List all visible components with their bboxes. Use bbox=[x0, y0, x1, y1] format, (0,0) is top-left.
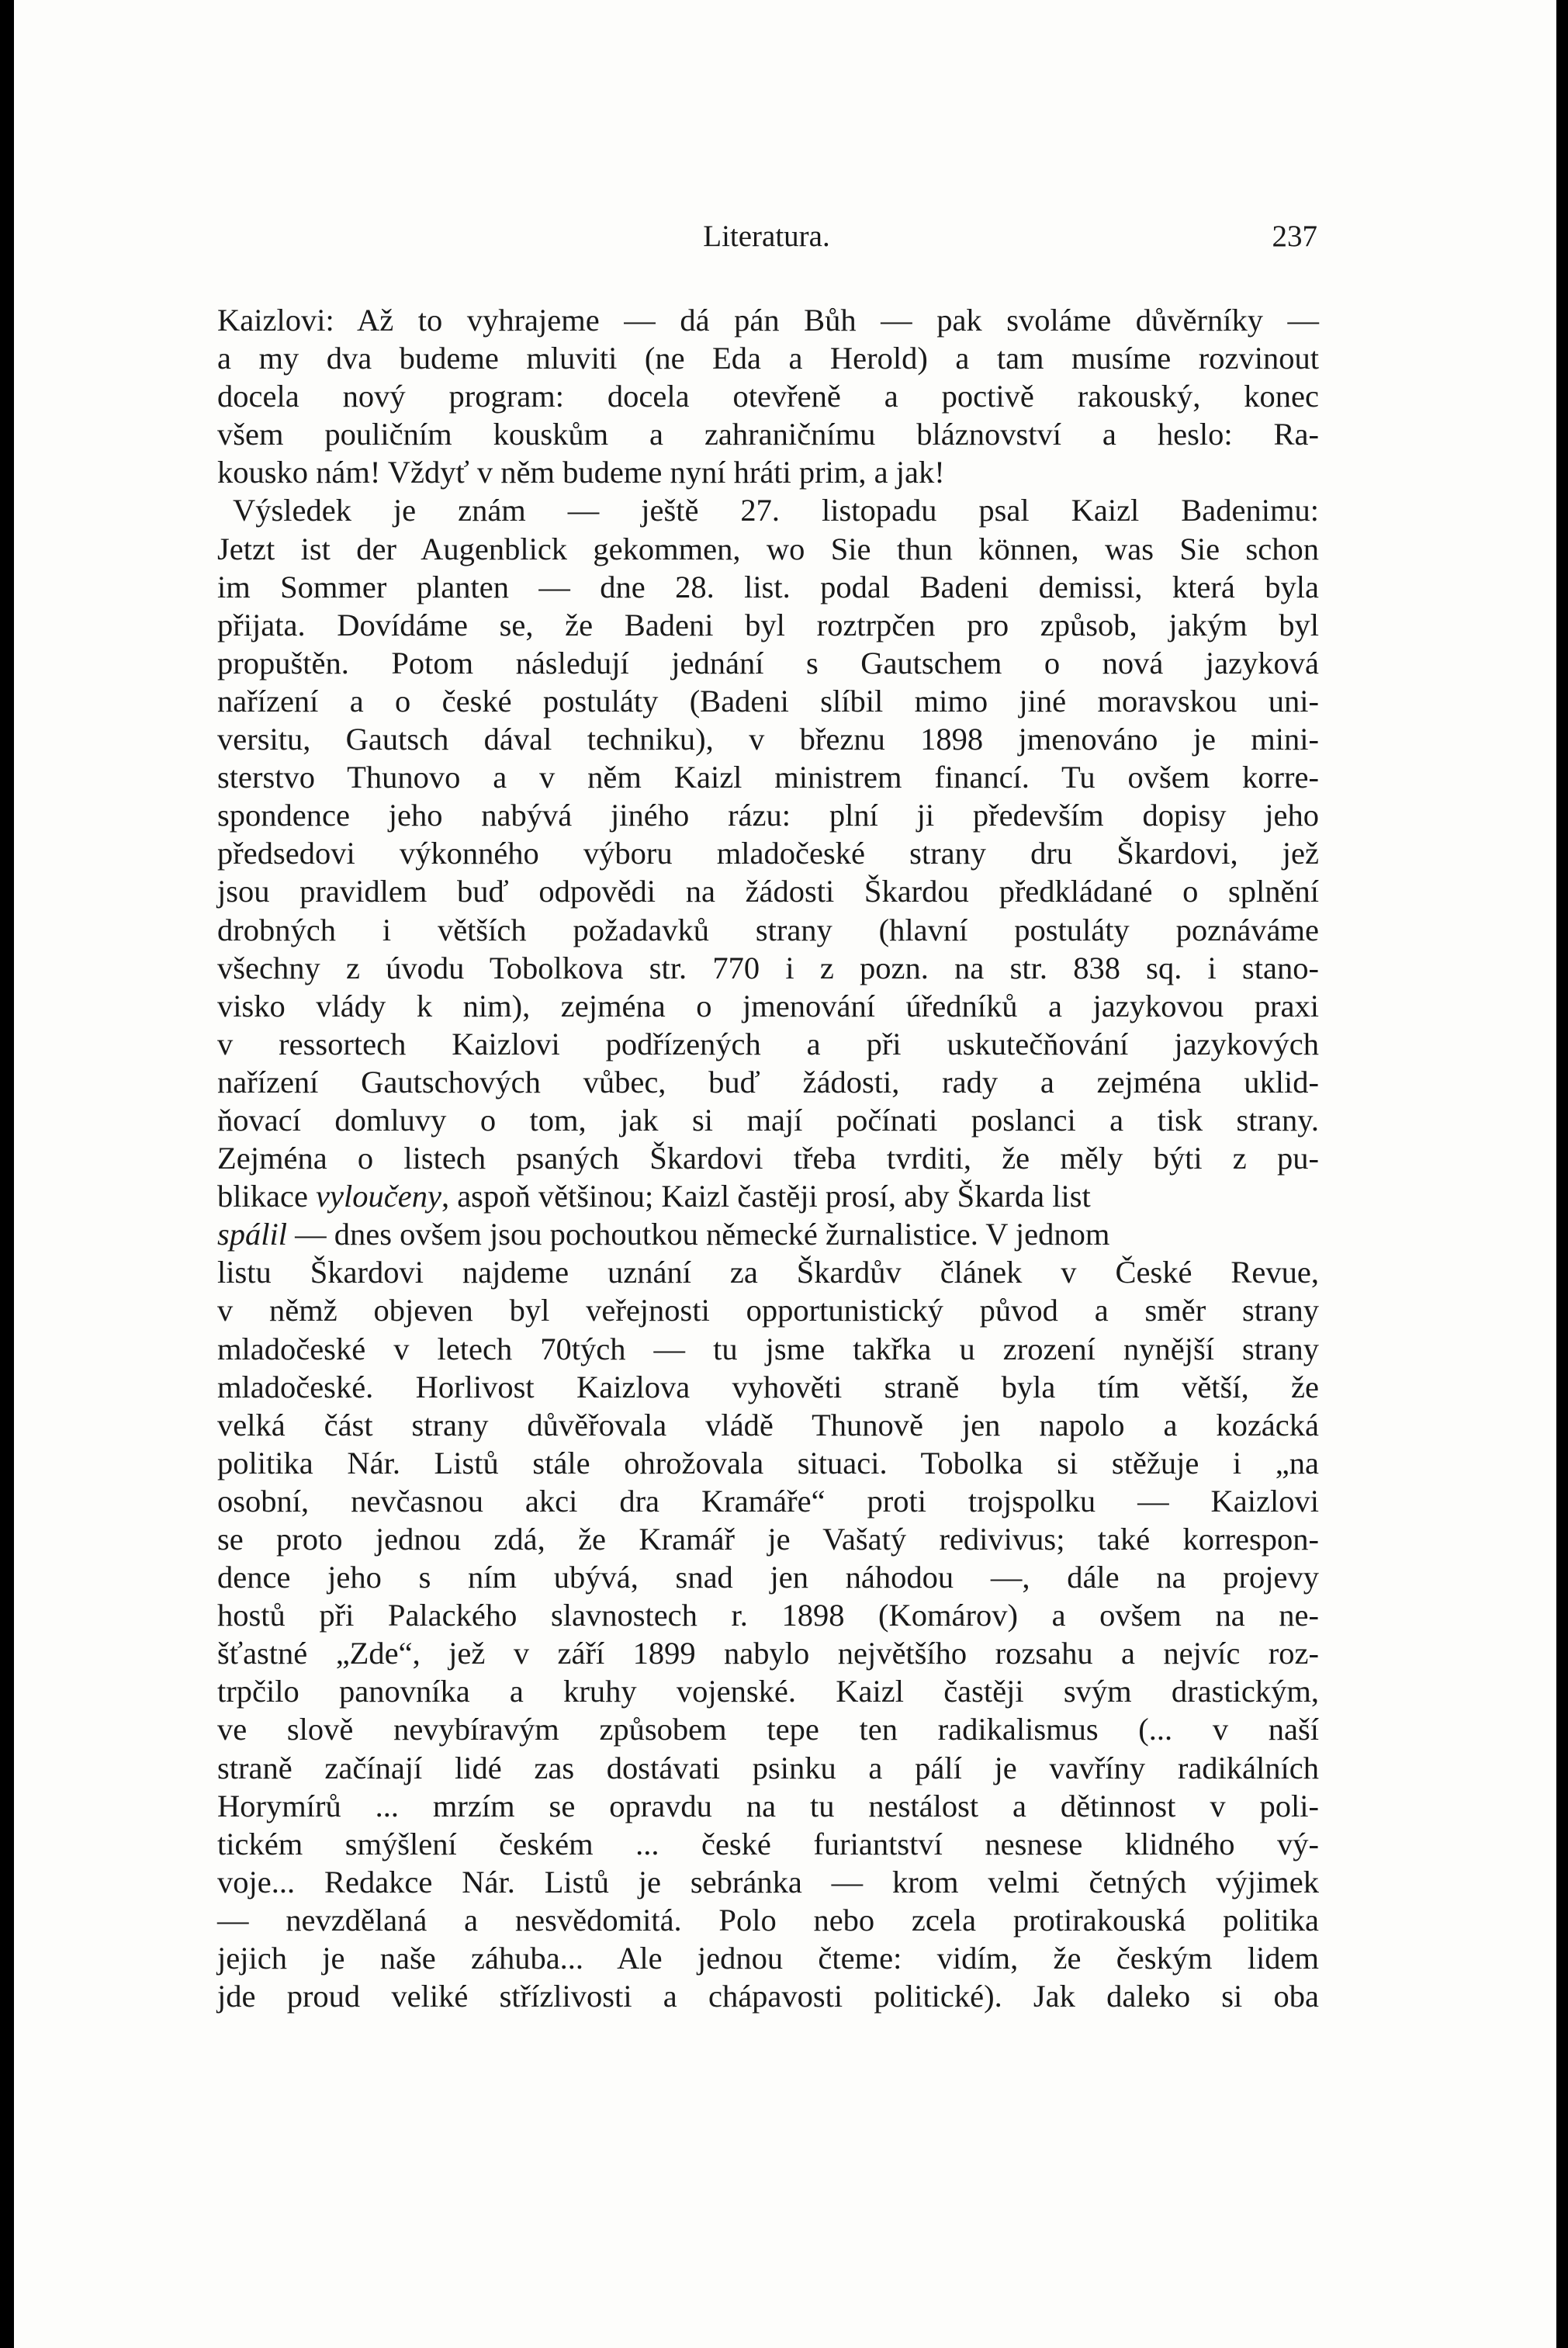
text-line: šťastné „Zde“, jež v září 1899 nabylo největšího rozsahu a nejvíc roz- bbox=[217, 1636, 1319, 1671]
text-line: listu Škardovi najdeme uznání za Škardův článek v České Revue, bbox=[217, 1255, 1319, 1290]
text-line: sterstvo Thunovo a v něm Kaizl ministrem financí. Tu ovšem korre- bbox=[217, 760, 1319, 795]
text-line: spondence jeho nabývá jiného rázu: plní ji především dopisy jeho bbox=[217, 798, 1319, 833]
text-line: Výsledek je znám — ještě 27. listopadu psal Kaizl Badenimu: bbox=[233, 493, 1319, 528]
text-line: tickém smýšlení českém ... české furiantství nesnese klidného vý- bbox=[217, 1826, 1319, 1861]
text-line: Zejména o listech psaných Škardovi třeba tvrditi, že měly býti z pu- bbox=[217, 1141, 1319, 1176]
text-line: a my dva budeme mluviti (ne Eda a Herold) a tam musíme rozvinout bbox=[217, 341, 1319, 376]
text-line: mladočeské. Horlivost Kaizlova vyhověti straně byla tím větší, že bbox=[217, 1369, 1319, 1404]
text-span: blikace bbox=[217, 1179, 308, 1214]
text-line: trpčilo panovníka a kruhy vojenské. Kaizl častěji svým drastickým, bbox=[217, 1674, 1319, 1709]
page-number: 237 bbox=[1272, 220, 1317, 253]
text-line: mladočeské v letech 70tých — tu jsme takřka u zrození nynější strany bbox=[217, 1331, 1319, 1366]
text-line: Horymírů ... mrzím se opravdu na tu nestálost a dětinnost v poli- bbox=[217, 1788, 1319, 1823]
text-line: drobných i větších požadavků strany (hlavní postuláty poznáváme bbox=[217, 912, 1319, 947]
text-line: visko vlády k nim), zejména o jmenování úředníků a jazykovou praxi bbox=[217, 988, 1319, 1023]
text-line: ve slově nevybíravým způsobem tepe ten radikalismus (... v naší bbox=[217, 1712, 1319, 1747]
text-span: , aspoň většinou; Kaizl častěji prosí, aby Škarda list bbox=[441, 1179, 1091, 1214]
text-line: v ressortech Kaizlovi podřízených a při uskutečňování jazykových bbox=[217, 1026, 1319, 1061]
text-line: jde proud veliké střízlivosti a chápavosti politické). Jak daleko si oba bbox=[217, 1979, 1319, 2014]
text-line: propuštěn. Potom následují jednání s Gautschem o nová jazyková bbox=[217, 645, 1319, 681]
text-line: přijata. Dovídáme se, že Badeni byl roztrpčen pro způsob, jakým byl bbox=[217, 607, 1319, 642]
text-line: politika Nár. Listů stále ohrožovala situaci. Tobolka si stěžuje i „na bbox=[217, 1445, 1319, 1480]
text-line: Jetzt ist der Augenblick gekommen, wo Sie thun können, was Sie schon bbox=[217, 531, 1319, 566]
text-line: voje... Redakce Nár. Listů je sebránka — krom velmi četných výjimek bbox=[217, 1864, 1319, 1900]
text-line: hostů při Palackého slavnostech r. 1898 (Komárov) a ovšem na ne- bbox=[217, 1598, 1319, 1633]
italic-span: vyloučeny bbox=[316, 1179, 441, 1214]
text-line: kousko nám! Vždyť v něm budeme nyní hráti prim, a jak! bbox=[217, 455, 945, 490]
body-text bbox=[217, 301, 1319, 2015]
text-line: v němž objeven byl veřejnosti opportunistický původ a směr strany bbox=[217, 1293, 1319, 1328]
page-header bbox=[216, 219, 1317, 265]
text-line: všechny z úvodu Tobolkova str. 770 i z pozn. na str. 838 sq. i stano- bbox=[217, 950, 1319, 985]
text-line: docela nový program: docela otevřeně a poctivě rakouský, konec bbox=[217, 379, 1319, 414]
book-page bbox=[14, 0, 1556, 2348]
italic-span: spálil bbox=[217, 1217, 288, 1252]
text-line: se proto jednou zdá, že Kramář je Vašatý redivivus; také korrespon- bbox=[217, 1522, 1319, 1557]
text-line-mixed bbox=[217, 1215, 1319, 1253]
text-line: všem pouličním kouskům a zahraničnímu bláznovství a heslo: Ra- bbox=[217, 417, 1319, 452]
text-line: — nevzdělaná a nesvědomitá. Polo nebo zcela protirakouská politika bbox=[217, 1902, 1319, 1938]
running-head: Literatura. bbox=[703, 220, 830, 253]
text-line: ňovací domluvy o tom, jak si mají počínati poslanci a tisk strany. bbox=[217, 1102, 1319, 1138]
text-line: nařízení Gautschových vůbec, buď žádosti, rady a zejména uklid- bbox=[217, 1064, 1319, 1100]
text-line: straně začínají lidé zas dostávati psinku a pálí je vavříny radikálních bbox=[217, 1750, 1319, 1785]
text-line: dence jeho s ním ubývá, snad jen náhodou —, dále na projevy bbox=[217, 1560, 1319, 1595]
text-line: nařízení a o české postuláty (Badeni slíbil mimo jiné moravskou uni- bbox=[217, 683, 1319, 719]
text-line: jsou pravidlem buď odpovědi na žádosti Škardou předkládané o splnění bbox=[217, 874, 1319, 909]
text-line: osobní, nevčasnou akci dra Kramáře“ proti trojspolku — Kaizlovi bbox=[217, 1483, 1319, 1519]
text-line: velká část strany důvěřovala vládě Thunově jen napolo a kozácká bbox=[217, 1407, 1319, 1442]
text-span: — dnes ovšem jsou pochoutkou německé žurnalistice. V jednom bbox=[287, 1217, 1110, 1252]
text-line: Kaizlovi: Až to vyhrajeme — dá pán Bůh — pak svoláme důvěrníky — bbox=[217, 303, 1319, 338]
text-line: předsedovi výkonného výboru mladočeské strany dru Škardovi, jež bbox=[217, 836, 1319, 871]
text-line: jejich je naše záhuba... Ale jednou čteme: vidím, že českým lidem bbox=[217, 1941, 1319, 1976]
text-line: versitu, Gautsch dával techniku), v březnu 1898 jmenováno je mini- bbox=[217, 722, 1319, 757]
text-line-mixed bbox=[217, 1177, 1319, 1215]
text-line: im Sommer planten — dne 28. list. podal Badeni demissi, která byla bbox=[217, 569, 1319, 604]
